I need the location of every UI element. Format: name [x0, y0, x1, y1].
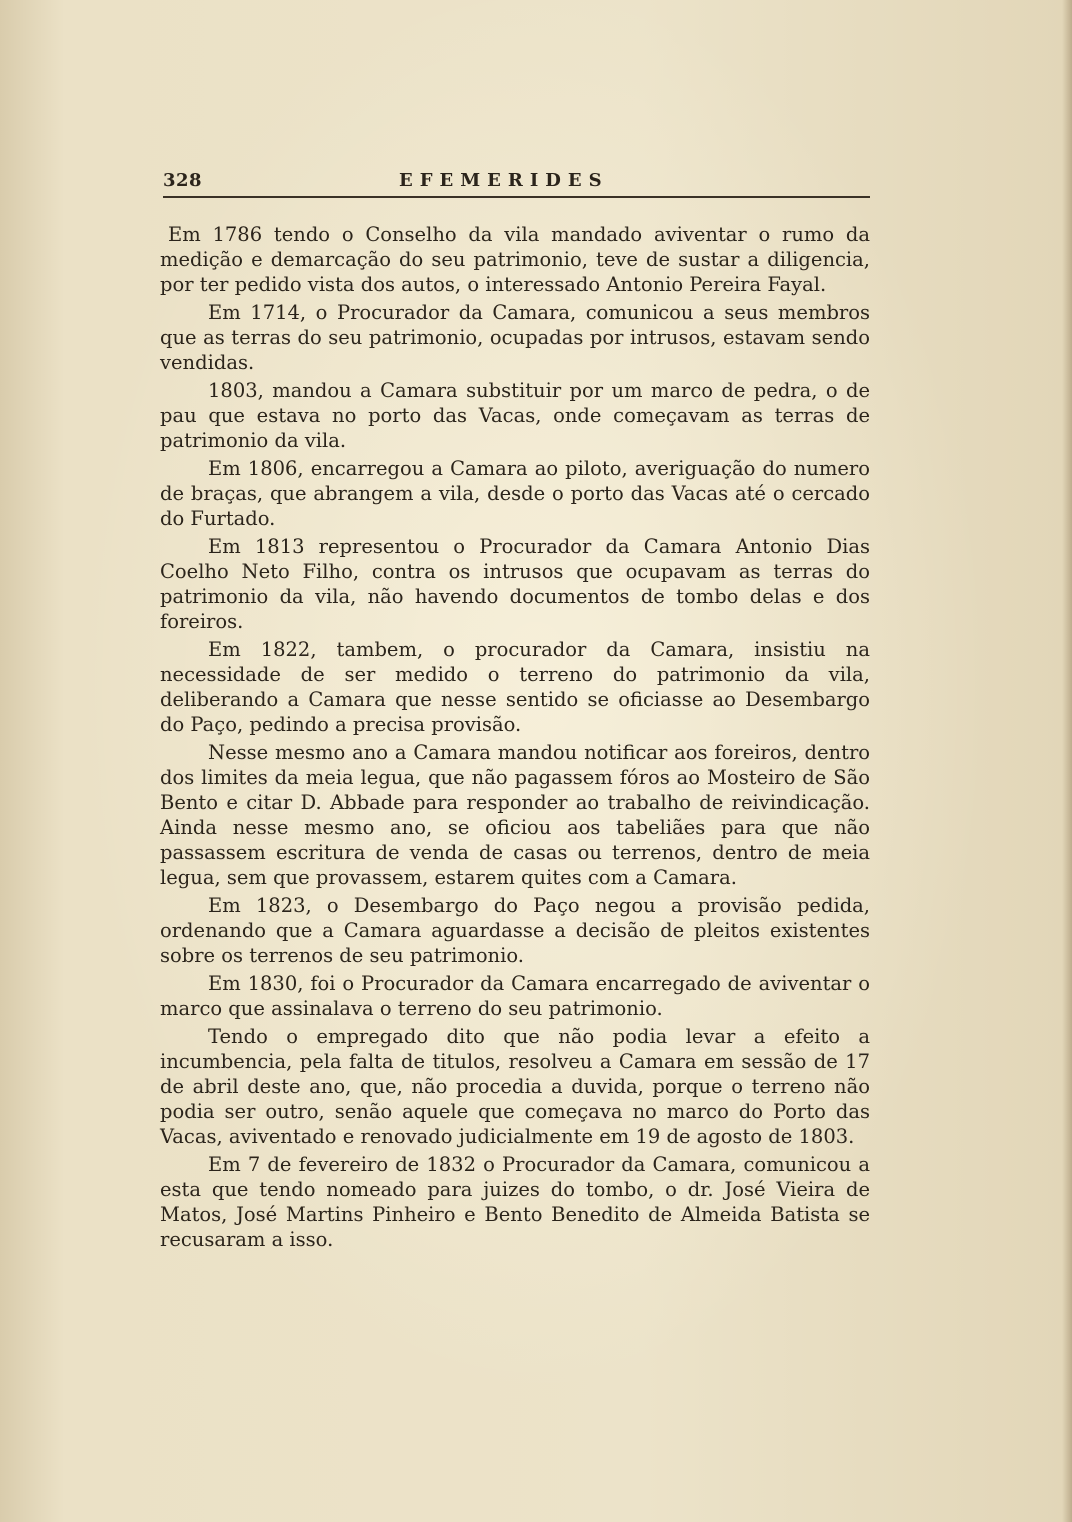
paragraph-1786: Em 1786 tendo o Conselho da vila mandado aviventar o rumo da medição e demarcação do seu patrimonio, teve de sustar a diligencia, por ter pedido vista dos autos, o interessado Antonio Pereira Fayal.	[160, 223, 870, 296]
body-text	[160, 222, 870, 1255]
paragraph-incumbencia: Tendo o empregado dito que não podia levar a efeito a incumbencia, pela falta de titulos, resolveu a Camara em sessão de 17 de abril deste ano, que, não procedia a duvida, porque o terreno não podia ser outro, senão aquele que começava no marco do Porto das Vacas, aviventado e renovado judicialmente em 19 de agosto de 1803.	[160, 1025, 870, 1148]
page-number: 328	[163, 170, 203, 191]
paragraph-1822-notificar: Nesse mesmo ano a Camara mandou notificar aos foreiros, dentro dos limites da meia legua, que não pagassem fóros ao Mosteiro de São Bento e citar D. Abbade para responder ao trabalho de reivindicação. Ainda nesse mesmo ano, se oficiou aos tabeliães para que não passassem escritura de venda de casas ou terrenos, dentro de meia legua, sem que provassem, estarem quites com a Camara.	[160, 741, 870, 889]
paragraph-1813: Em 1813 representou o Procurador da Camara Antonio Dias Coelho Neto Filho, contra os intrusos que ocupavam as terras do patrimonio da vila, não havendo documentos de tombo delas e dos foreiros.	[160, 535, 870, 633]
page-header	[163, 170, 870, 198]
paragraph-1822: Em 1822, tambem, o procurador da Camara, insistiu na necessidade de ser medido o terreno do patrimonio da vila, deliberando a Camara que nesse sentido se oficiasse ao Desembargo do Paço, pedindo a precisa provisão.	[160, 638, 870, 736]
paragraph-1803: 1803, mandou a Camara substituir por um marco de pedra, o de pau que estava no porto das Vacas, onde começavam as terras de patrimonio da vila.	[160, 379, 870, 452]
paragraph-1832: Em 7 de fevereiro de 1832 o Procurador da Camara, comunicou a esta que tendo nomeado para juizes do tombo, o dr. José Vieira de Matos, José Martins Pinheiro e Bento Benedito de Almeida Batista se recusaram a isso.	[160, 1153, 870, 1251]
page-edge-shadow	[1062, 0, 1072, 1522]
paragraph-1714: Em 1714, o Procurador da Camara, comunicou a seus membros que as terras do seu patrimonio, ocupadas por intrusos, estavam sendo vendidas.	[160, 301, 870, 374]
paragraph-1823: Em 1823, o Desembargo do Paço negou a provisão pedida, ordenando que a Camara aguardasse a decisão de pleitos existentes sobre os terrenos de seu patrimonio.	[160, 894, 870, 967]
paragraph-1806: Em 1806, encarregou a Camara ao piloto, averiguação do numero de braças, que abrangem a vila, desde o porto das Vacas até o cercado do Furtado.	[160, 457, 870, 530]
running-title: EFEMERIDES	[399, 170, 609, 191]
paragraph-1830: Em 1830, foi o Procurador da Camara encarregado de aviventar o marco que assinalava o terreno do seu patrimonio.	[160, 972, 870, 1020]
